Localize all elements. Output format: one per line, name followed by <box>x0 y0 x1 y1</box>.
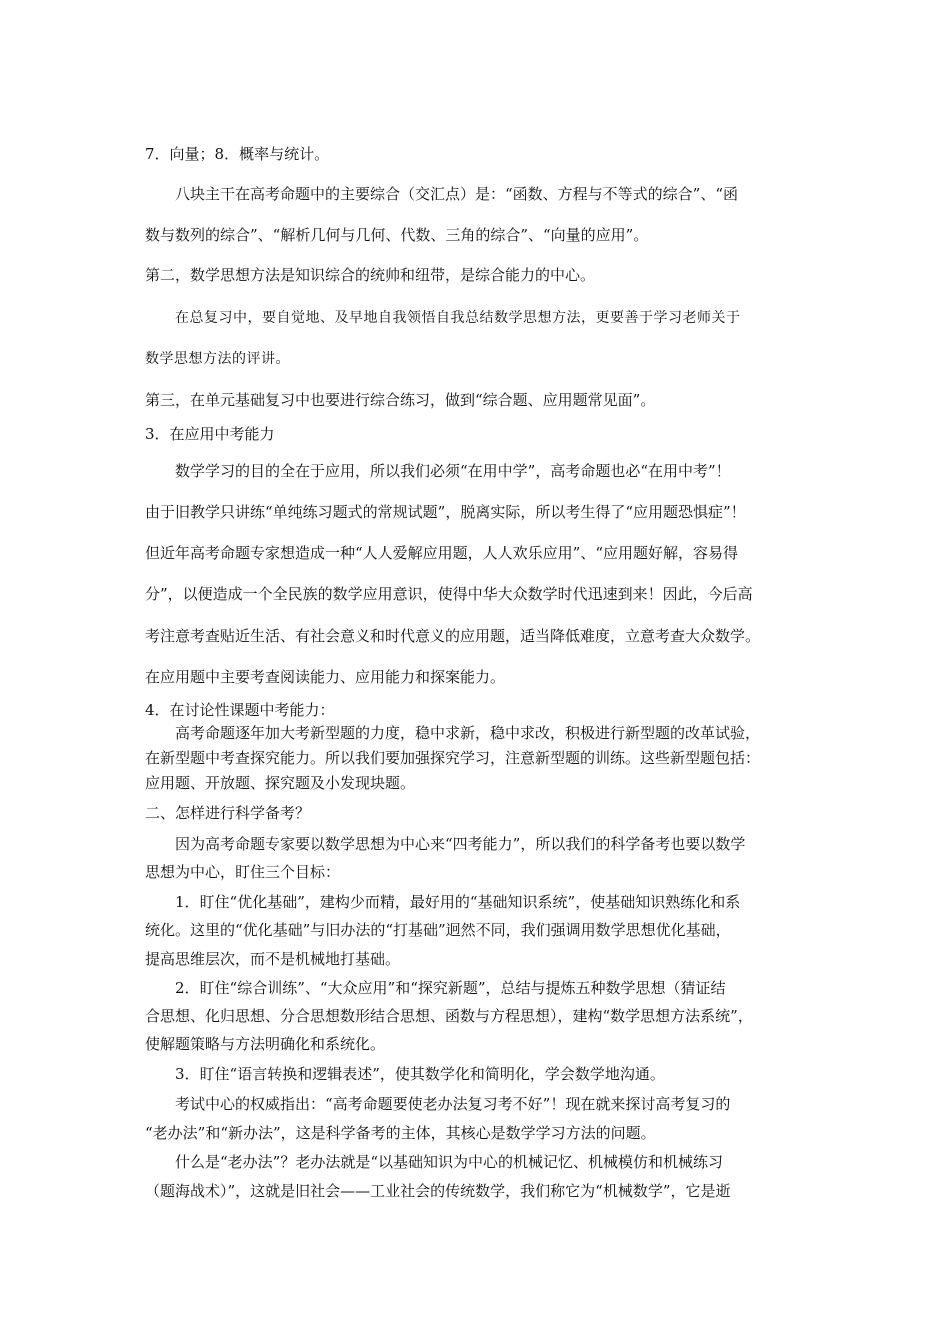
text-line: 合思想、化归思想、分合思想数形结合思想、函数与方程思想），建构“数学思想方法系统”， <box>145 1007 753 1025</box>
text-line: 在新型题中考查探究能力。所以我们要加强探究学习，注意新型题的训练。这些新型题包括： <box>145 749 761 767</box>
text-line: 3．盯住“语言转换和逻辑表述”，使其数学化和简明化，学会数学地沟通。 <box>175 1065 665 1083</box>
text-line: 数学学习的目的全在于应用，所以我们必须“在用中学”，高考命题也必“在用中考”！ <box>175 462 731 480</box>
text-line: 7．向量；8．概率与统计。 <box>145 145 330 163</box>
text-line: 在总复习中，要自觉地、及早地自我领悟自我总结数学思想方法，更要善于学习老师关于 <box>175 310 741 326</box>
text-line: 考注意考查贴近生活、有社会意义和时代意义的应用题，适当降低难度，立意考查大众数学。 <box>145 627 761 645</box>
text-line: 由于旧教学只讲练“单纯练习题式的常规试题”，脱离实际，所以考生得了“应用题恐惧症”！ <box>145 503 746 521</box>
text-line: 因为高考命题专家要以数学思想为中心来“四考能力”，所以我们的科学备考也要以数学 <box>175 835 746 853</box>
text-line: 考试中心的权威指出：“高考命题要使老办法复习考不好”！现在就来探讨高考复习的 <box>175 1095 731 1113</box>
text-line: 但近年高考命题专家想造成一种“人人爱解应用题，人人欢乐应用”、“应用题好解，容易得 <box>145 544 739 562</box>
section-heading: 3．在应用中考能力 <box>145 425 275 443</box>
text-line: 思想为中心，盯住三个目标： <box>145 863 341 881</box>
text-line: 第三，在单元基础复习中也要进行综合练习，做到“综合题、应用题常见面”。 <box>145 391 656 409</box>
text-line: 数与数列的综合”、“解析几何与几何、代数、三角的综合”、“向量的应用”。 <box>145 226 649 244</box>
text-line: 数学思想方法的评讲。 <box>145 351 290 367</box>
text-line: 统化。这里的“优化基础”与旧办法的“打基础”迥然不同，我们强调用数学思想优化基础， <box>145 921 731 939</box>
section-heading: 4．在讨论性课题中考能力： <box>145 701 335 719</box>
text-line: 高考命题逐年加大考新型题的力度，稳中求新，稳中求改，积极进行新型题的改革试验， <box>175 724 761 742</box>
text-line: 1．盯住“优化基础”，建构少而精，最好用的“基础知识系统”，使基础知识熟练化和系 <box>175 893 741 911</box>
text-line: 分”，以便造成一个全民族的数学应用意识，使得中华大众数学时代迅速到来！因此，今后高 <box>145 585 753 603</box>
section-heading: 二、怎样进行科学备考？ <box>145 804 311 822</box>
text-line: 提高思维层次，而不是机械地打基础。 <box>145 950 401 968</box>
text-line: 使解题策略与方法明确化和系统化。 <box>145 1035 386 1053</box>
text-line: 2．盯住“综合训练”、“大众应用”和“探究新题”，总结与提炼五种数学思想（猜证结 <box>175 979 726 997</box>
text-line: 八块主干在高考命题中的主要综合（交汇点）是：“函数、方程与不等式的综合”、“函 <box>175 185 739 203</box>
text-line: 第二，数学思想方法是知识综合的统帅和纽带，是综合能力的中心。 <box>145 266 596 284</box>
text-line: （题海战术）”，这就是旧社会——工业社会的传统数学，我们称它为“机械数学”，它是逝 <box>145 1182 731 1200</box>
text-line: 应用题、开放题、探究题及小发现块题。 <box>145 774 416 792</box>
text-line: 什么是“老办法”？老办法就是“以基础知识为中心的机械记忆、机械模仿和机械练习 <box>175 1153 724 1171</box>
text-line: “老办法”和“新办法”，这是科学备考的主体，其核心是数学学习方法的问题。 <box>145 1124 656 1142</box>
text-line: 在应用题中主要考查阅读能力、应用能力和探案能力。 <box>145 668 506 686</box>
